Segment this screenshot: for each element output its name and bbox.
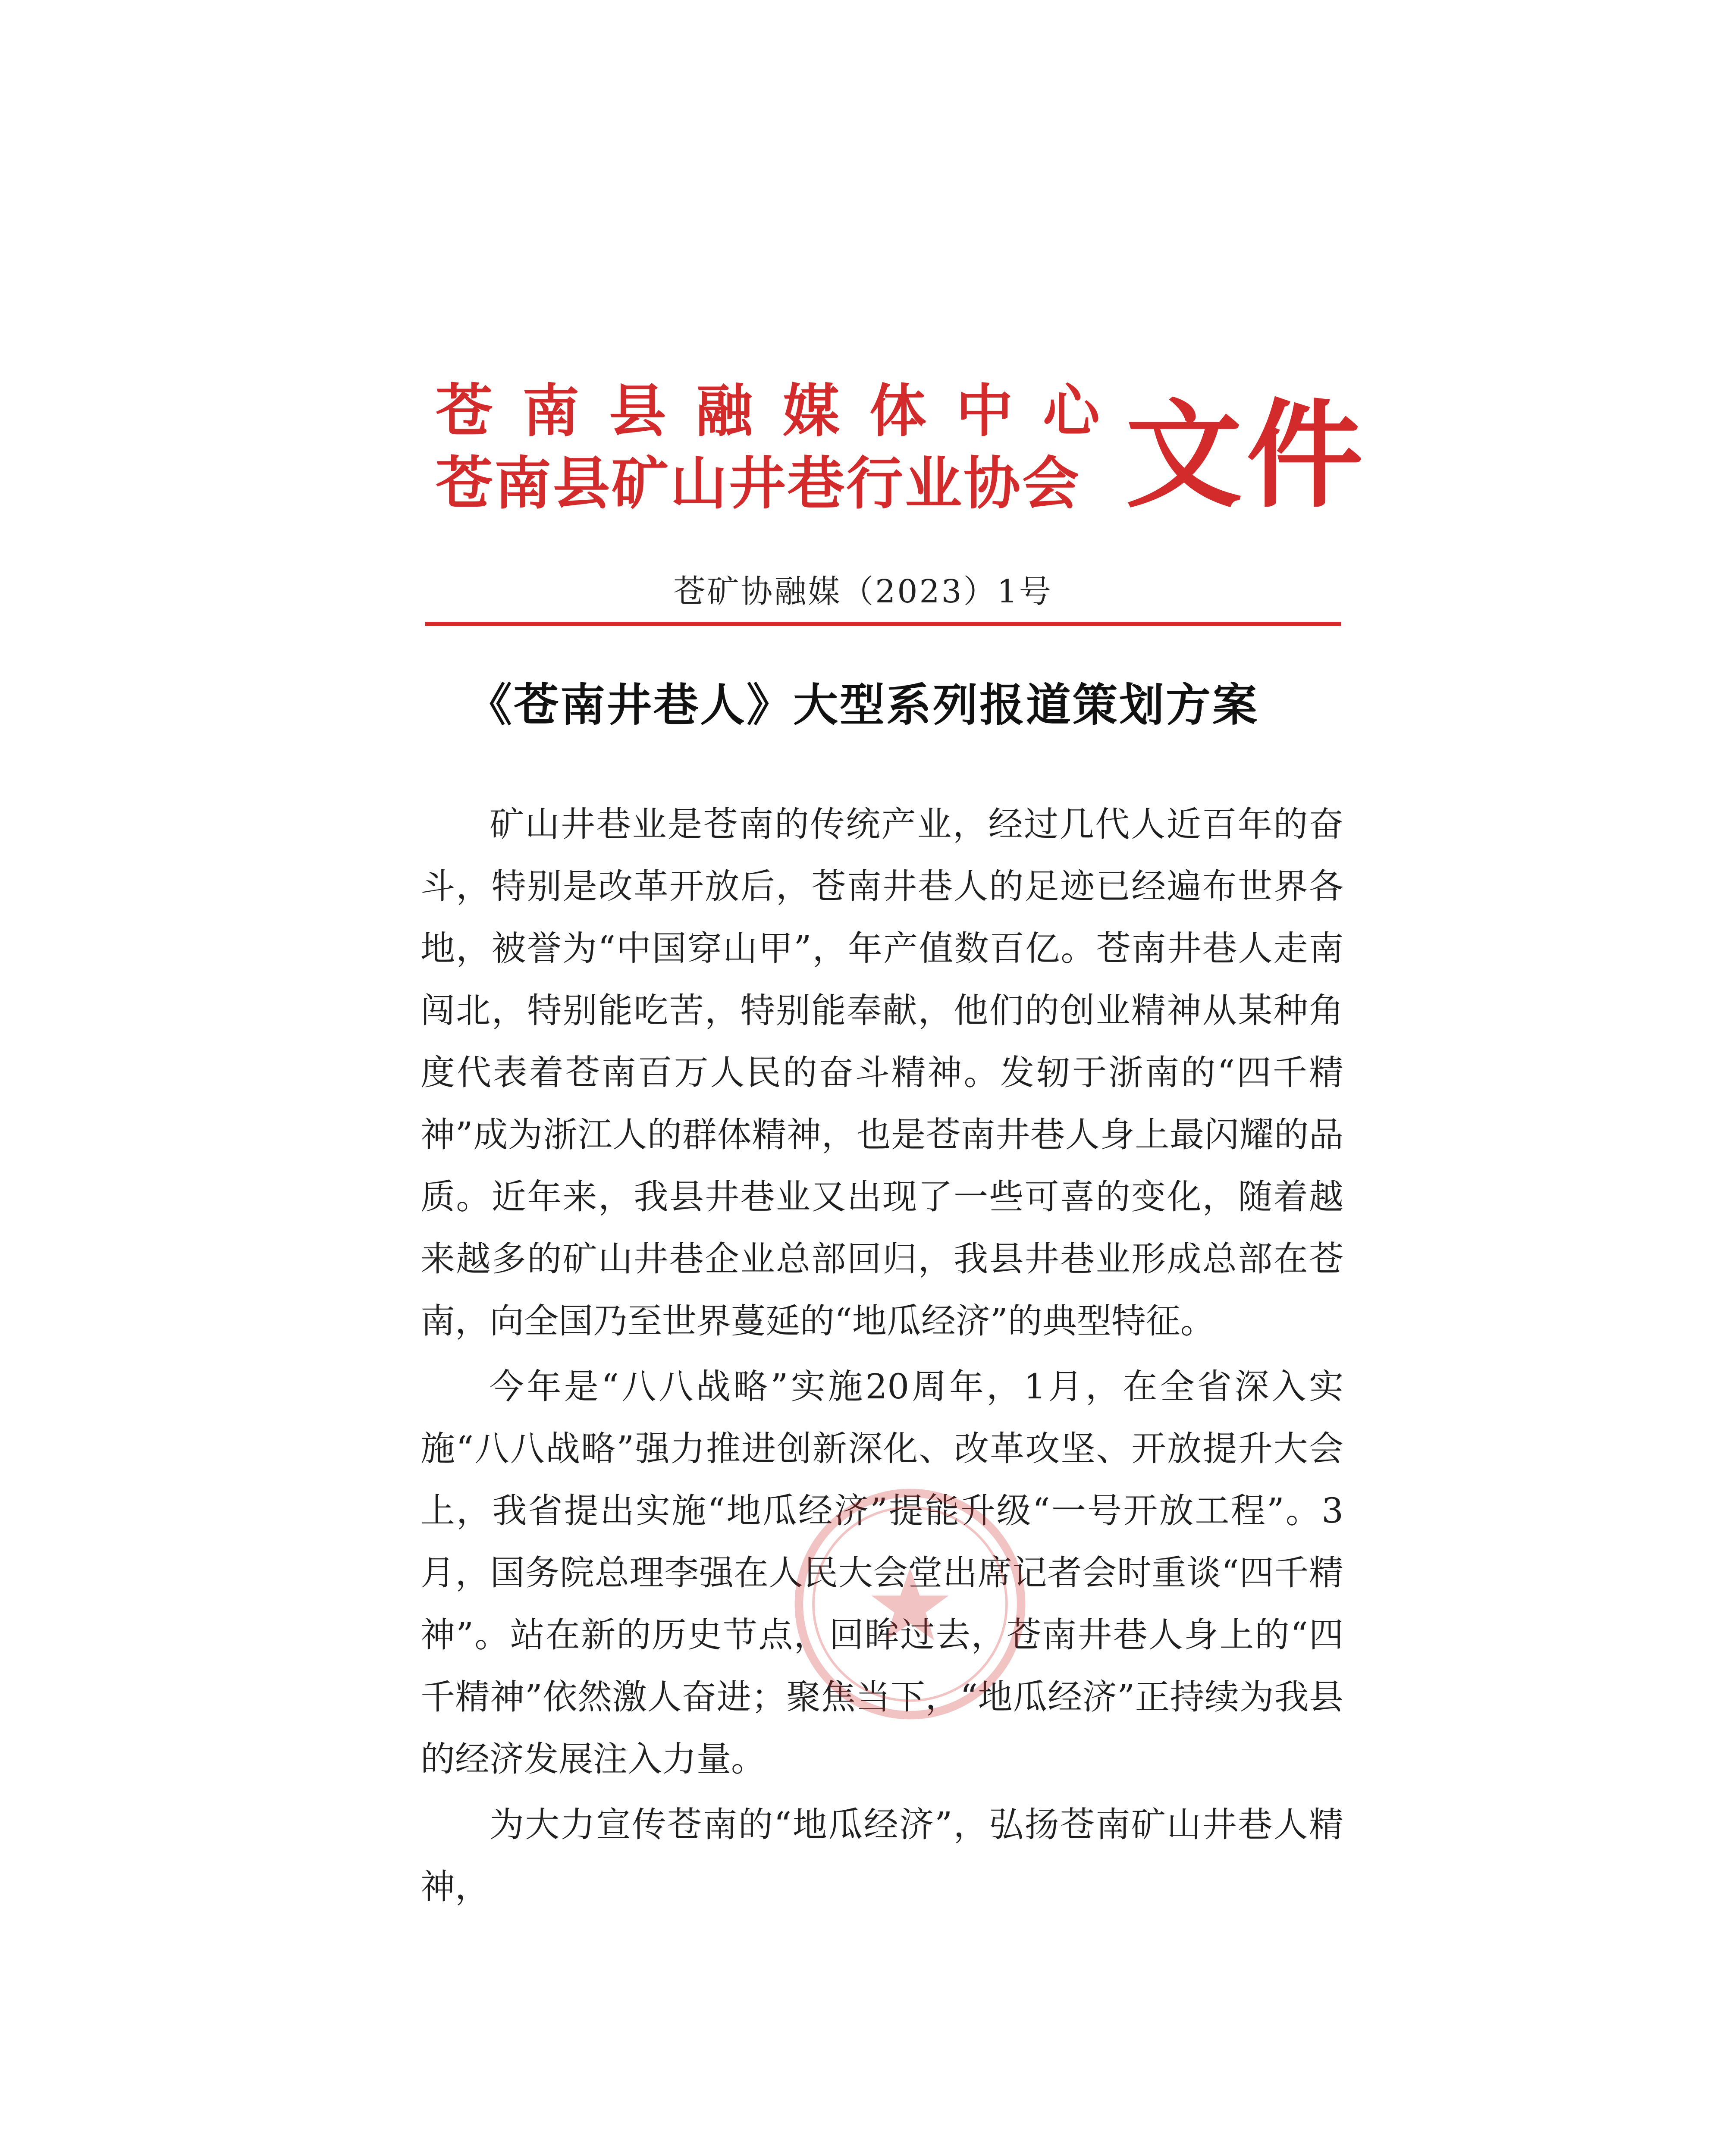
body-paragraph: 为大力宣传苍南的“地瓜经济”，弘扬苍南矿山井巷人精神， — [421, 1805, 1343, 1907]
document-number: 苍矿协融媒（2023）1号 — [673, 573, 1053, 610]
issuer-char: 中 — [956, 378, 1013, 445]
issuer-char: 南 — [522, 378, 580, 445]
document-body — [421, 793, 1343, 1918]
body-paragraph: 今年是“八八战略”实施20周年，1月，在全省深入实施“八八战略”强力推进创新深化、改革攻坚、开放提升大会上，我省提出实施“地瓜经济”提能升级“一号开放工程”。3月，国务院总理李强在人民大会堂出席记者会时重谈“四千精神”。站在新的历史节点，回眸过去，苍南井巷人身上的“四千精神”依然激人奋进；聚焦当下，“地瓜经济”正持续为我县的经济发展注入力量。 — [421, 1366, 1343, 1779]
issuer-line-1 — [436, 375, 1100, 448]
issuer-line-2: 苍南县矿山井巷行业协会 — [436, 450, 1081, 517]
issuer-block — [436, 375, 1108, 520]
issuer-char: 媒 — [782, 378, 840, 445]
document-title: 《苍南井巷人》大型系列报道策划方案 — [467, 678, 1259, 731]
body-paragraph: 矿山井巷业是苍南的传统产业，经过几代人近百年的奋斗，特别是改革开放后，苍南井巷人的足迹已经遍布世界各地，被誉为“中国穿山甲”，年产值数百亿。苍南井巷人走南闯北，特别能吃苦，特别能奉献，他们的创业精神从某种角度代表着苍南百万人民的奋斗精神。发轫于浙南的“四千精神”成为浙江人的群体精神，也是苍南井巷人身上最闪耀的品质。近年来，我县井巷业又出现了一些可喜的变化，随着越来越多的矿山井巷企业总部回归，我县井巷业形成总部在苍南，向全国乃至世界蔓延的“地瓜经济”的典型特征。 — [421, 804, 1343, 1341]
issuer-char: 心 — [1042, 378, 1100, 445]
issuer-char: 体 — [869, 378, 926, 445]
issuer-char: 苍 — [436, 378, 493, 445]
issuer-char: 县 — [609, 378, 666, 445]
red-divider-line — [425, 622, 1341, 626]
document-word: 文件 — [1126, 386, 1367, 523]
issuer-char: 融 — [696, 378, 753, 445]
